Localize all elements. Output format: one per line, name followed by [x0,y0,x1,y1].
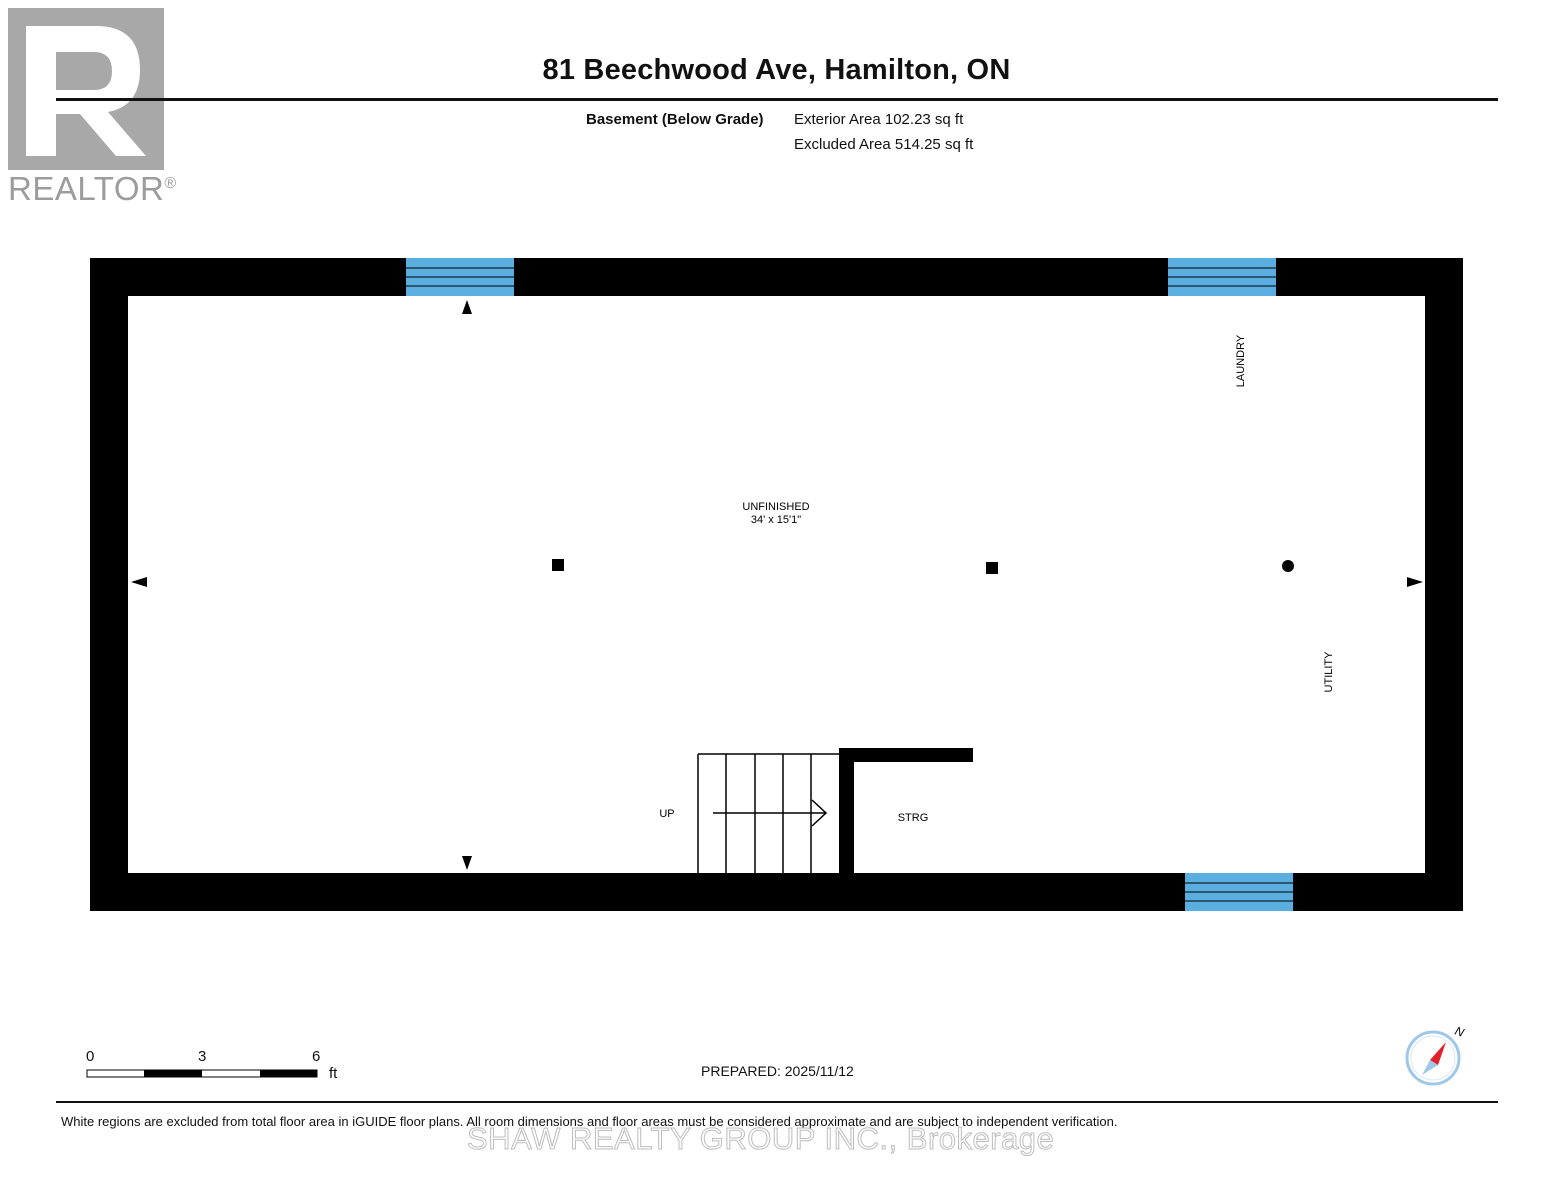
footer-rule [56,1101,1498,1103]
storage-wall-horizontal [839,748,973,762]
window-top-left [406,258,514,296]
interior-floor [128,296,1425,873]
room-name: UNFINISHED [742,501,810,513]
scale-label-0: 0 [86,1048,95,1065]
compass-north-label: N [1452,1023,1466,1040]
excluded-area: Excluded Area 514.25 sq ft [794,136,974,153]
room-dimensions: 34' x 15'1" [750,514,802,526]
registered-mark: ® [164,175,177,192]
scale-label-6: 6 [312,1048,321,1065]
page-title: 81 Beechwood Ave, Hamilton, ON [542,54,1011,86]
support-post-1 [552,559,564,571]
exterior-area: Exterior Area 102.23 sq ft [794,111,964,128]
prepared-date: PREPARED: 2025/11/12 [701,1063,854,1079]
level-label: Basement (Below Grade) [586,111,764,128]
support-post-round [1282,560,1294,572]
compass-icon [1402,1020,1468,1090]
window-bottom-right [1185,873,1293,911]
support-post-2 [986,562,998,574]
storage-wall-vertical [839,748,854,873]
storage-label: STRG [897,812,929,824]
disclaimer-text: White regions are excluded from total floor area in iGUIDE floor plans. All room dimensions and floor areas must be considered approximate and are subject to independent verification. [61,1114,1118,1129]
utility-label: UTILITY [1323,651,1335,693]
laundry-label: LAUNDRY [1235,334,1247,388]
window-top-right [1168,258,1276,296]
scale-label-3: 3 [198,1048,207,1065]
scale-unit: ft [329,1065,338,1082]
realtor-wordmark-text: REALTOR [8,170,165,207]
brokerage-watermark: SHAW REALTY GROUP INC., Brokerage [467,1121,1055,1156]
scale-bar [86,1069,320,1079]
stairs-up-label: UP [659,808,675,820]
